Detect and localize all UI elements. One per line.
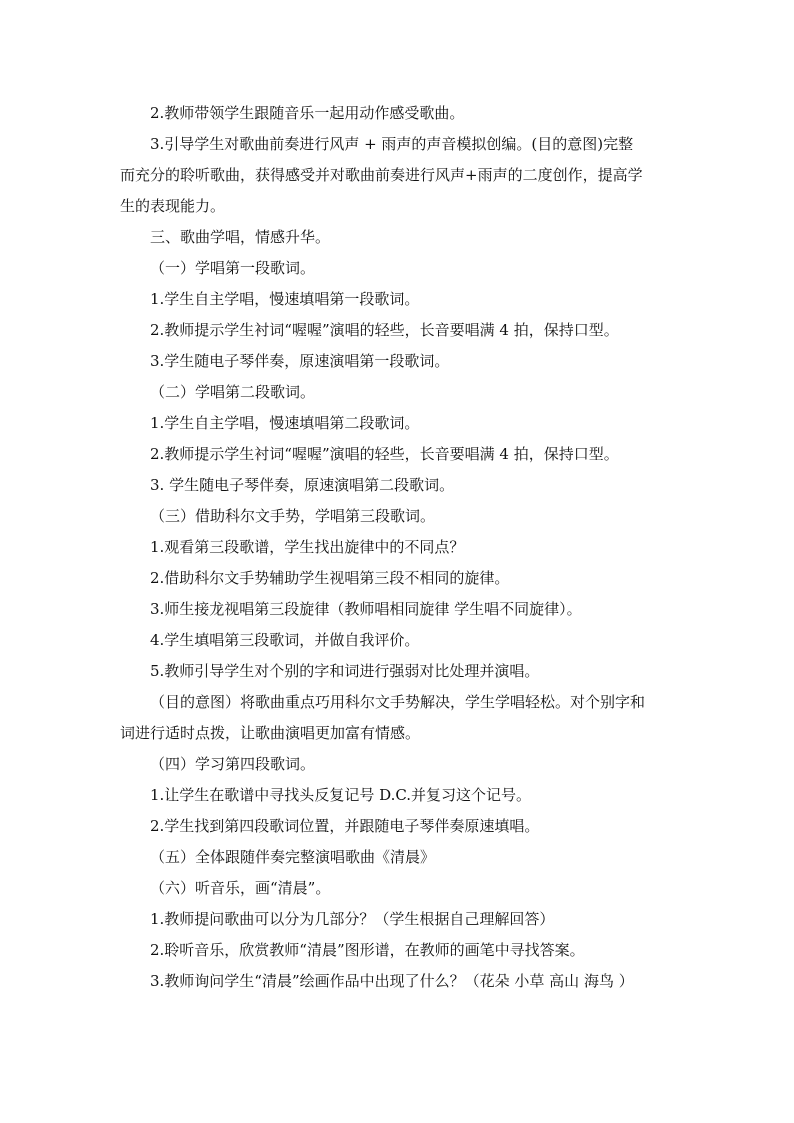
subsection-heading: （一）学唱第一段歌词。 xyxy=(150,259,316,277)
subsection-heading: （二）学唱第二段歌词。 xyxy=(150,383,316,401)
paragraph-line: 4.学生填唱第三段歌词，并做自我评价。 xyxy=(150,631,420,649)
paragraph-line: 2.聆听音乐，欣赏教师“清晨”图形谱，在教师的画笔中寻找答案。 xyxy=(150,941,585,959)
paragraph-line: 3.教师询问学生“清晨”绘画作品中出现了什么？（花朵 小草 高山 海鸟 ） xyxy=(150,972,634,990)
paragraph-line: 而充分的聆听歌曲，获得感受并对歌曲前奏进行风声+雨声的二度创作，提高学 xyxy=(120,166,643,184)
subsection-heading: （五）全体跟随伴奏完整演唱歌曲《清晨》 xyxy=(150,848,436,866)
paragraph-line: 2.教师提示学生衬词“喔喔”演唱的轻些，长音要唱满 4 拍，保持口型。 xyxy=(150,445,619,463)
subsection-heading: （四）学习第四段歌词。 xyxy=(150,755,316,773)
paragraph-line: 3.师生接龙视唱第三段旋律（教师唱相同旋律 学生唱不同旋律）。 xyxy=(150,600,582,618)
paragraph-line: 3.学生随电子琴伴奏，原速演唱第一段歌词。 xyxy=(150,352,450,370)
paragraph-line: 2.教师提示学生衬词“喔喔”演唱的轻些，长音要唱满 4 拍，保持口型。 xyxy=(150,321,619,339)
paragraph-line: 1.让学生在歌谱中寻找头反复记号 D.C.并复习这个记号。 xyxy=(150,786,532,804)
section-heading: 三、歌曲学唱，情感升华。 xyxy=(150,228,331,246)
paragraph-line: 1.观看第三段歌谱，学生找出旋律中的不同点？ xyxy=(150,538,465,556)
document-body xyxy=(120,98,690,997)
paragraph-line: 3.引导学生对歌曲前奏进行风声 + 雨声的声音模拟创编。(目的意图)完整 xyxy=(150,135,634,153)
paragraph-line: 1.教师提问歌曲可以分为几部分？（学生根据自己理解回答） xyxy=(150,910,555,928)
paragraph-line: 词进行适时点拨，让歌曲演唱更加富有情感。 xyxy=(120,724,421,742)
paragraph-line: （目的意图）将歌曲重点巧用科尔文手势解决，学生学唱轻松。对个别字和 xyxy=(150,693,646,711)
subsection-heading: （六）听音乐，画“清晨”。 xyxy=(150,879,331,897)
paragraph-line: 2.学生找到第四段歌词位置，并跟随电子琴伴奏原速填唱。 xyxy=(150,817,540,835)
paragraph-line: 2.教师带领学生跟随音乐一起用动作感受歌曲。 xyxy=(150,104,465,122)
paragraph-line: 2.借助科尔文手势辅助学生视唱第三段不相同的旋律。 xyxy=(150,569,510,587)
paragraph-line: 3. 学生随电子琴伴奏，原速演唱第二段歌词。 xyxy=(150,476,455,494)
subsection-heading: （三）借助科尔文手势，学唱第三段歌词。 xyxy=(150,507,436,525)
paragraph-line: 生的表现能力。 xyxy=(120,197,226,215)
paragraph-line: 1.学生自主学唱，慢速填唱第二段歌词。 xyxy=(150,414,420,432)
paragraph-line: 1.学生自主学唱，慢速填唱第一段歌词。 xyxy=(150,290,420,308)
paragraph-line: 5.教师引导学生对个别的字和词进行强弱对比处理并演唱。 xyxy=(150,662,540,680)
